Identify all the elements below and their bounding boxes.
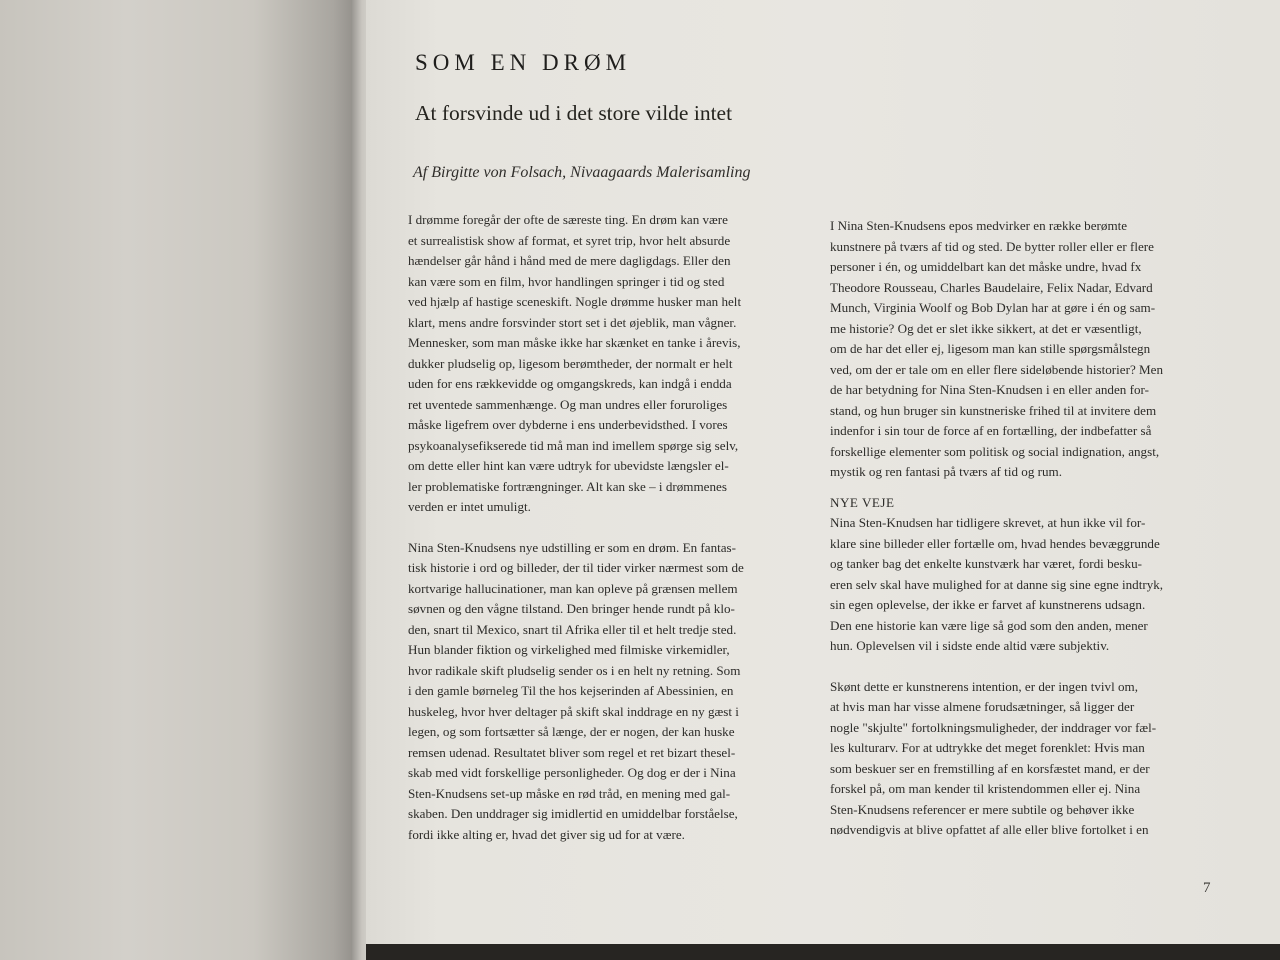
- text-line: I drømme foregår der ofte de særeste ting. En drøm kan være: [408, 212, 728, 227]
- text-line: hun. Oplevelsen vil i sidste ende altid være subjektiv.: [830, 638, 1110, 653]
- article-byline: Af Birgitte von Folsach, Nivaagaards Malerisamling: [413, 164, 751, 181]
- text-line: ler problematiske fortrængninger. Alt kan ske – i drømmenes: [408, 478, 727, 494]
- text-line: måske ligefrem over dybderne i ens underbevidsthed. I vores: [408, 417, 728, 432]
- text-line: verden er intet umuligt.: [408, 499, 531, 514]
- text-line: forskel på, om man kender til kristendommen eller ej. Nina: [830, 781, 1141, 796]
- text-line: Theodore Rousseau, Charles Baudelaire, Felix Nadar, Edvard: [830, 279, 1153, 295]
- text-line: klart, mens andre forsvinder stort set i det øjeblik, man vågner.: [408, 314, 737, 330]
- text-line: den, snart til Mexico, snart til Afrika eller til et helt tredje sted.: [408, 621, 737, 637]
- text-line: remsen udenad. Resultatet bliver som regel et ret bizart thesel-: [408, 744, 736, 760]
- text-line: om de har det eller ej, ligesom man kan stille spørgsmålstegn: [830, 341, 1151, 356]
- text-line: Sten-Knudsens set-up måske en rød tråd, en mening med gal-: [408, 785, 731, 801]
- text-line: psykoanalysefikserede tid må man ind imellem spørge sig selv,: [408, 437, 739, 453]
- text-line: uden for ens rækkevidde og omgangskreds, kan indgå i endda: [408, 376, 732, 391]
- right-text-column: [830, 216, 1214, 841]
- text-line: skab med vidt forskellige personligheder. Og dog er der i Nina: [408, 765, 736, 780]
- article-subtitle: At forsvinde ud i det store vilde intet: [415, 101, 733, 125]
- text-line: hændelser går hånd i hånd med de mere dagligdags. Eller den: [408, 253, 731, 268]
- text-line: Sten-Knudsens referencer er mere subtile og behøver ikke: [830, 801, 1135, 817]
- text-line: les kulturarv. For at udtrykke det meget forenklet: Hvis man: [830, 740, 1145, 755]
- text-line: kortvarige hallucinationer, man kan opleve på grænsen mellem: [408, 580, 738, 596]
- text-line: eren selv skal have mulighed for at danne sig sine egne indtryk,: [830, 576, 1164, 592]
- text-line: Nina Sten-Knudsen har tidligere skrevet, at hun ikke vil for-: [830, 515, 1146, 530]
- paragraph-gap: [830, 483, 1214, 493]
- left-page: [0, 0, 362, 960]
- text-line: Den ene historie kan være lige så god som den anden, mener: [830, 617, 1148, 633]
- text-line: stand, og hun bruger sin kunstneriske frihed til at invitere dem: [830, 402, 1157, 418]
- text-line: nogle "skjulte" fortolkningsmuligheder, der inddrager vor fæl-: [830, 719, 1157, 735]
- text-line: forskellige elementer som politisk og social indignation, angst,: [830, 443, 1160, 459]
- text-line: i den gamle børneleg Til the hos kejserinden af Abessinien, en: [408, 683, 734, 698]
- text-line: og tanker bag det enkelte kunstværk har været, fordi besku-: [830, 556, 1142, 571]
- section-heading: NYE VEJE: [830, 494, 895, 510]
- text-line: de har betydning for Nina Sten-Knudsen i en eller anden for-: [830, 382, 1149, 397]
- text-line: ret uventede sammenhænge. Og man undres eller foruroliges: [408, 396, 728, 412]
- text-line: dukker pludselig op, ligesom berømtheder, der normalt er helt: [408, 355, 733, 371]
- text-line: Skønt dette er kunstnerens intention, er der ingen tvivl om,: [830, 678, 1139, 694]
- text-line: et surrealistisk show af format, et syret trip, hvor helt absurde: [408, 232, 731, 248]
- text-line: om dette eller hint kan være udtryk for ubevidste længsler el-: [408, 458, 729, 473]
- text-line: at hvis man har visse almene forudsætninger, så ligger der: [830, 699, 1135, 714]
- text-line: personer i én, og umiddelbart kan det måske undre, hvad fx: [830, 259, 1142, 274]
- text-line: sin egen oplevelse, der ikke er farvet af kunstnerens udsagn.: [830, 597, 1146, 612]
- text-line: kan være som en film, hvor handlingen springer i tid og sted: [408, 273, 725, 289]
- text-line: hvor radikale skift pludselig sender os i en helt ny retning. Som: [408, 662, 741, 678]
- article-title: SOM EN DRØM: [415, 50, 632, 75]
- text-line: Mennesker, som man måske ikke har skænket en tanke i årevis,: [408, 335, 741, 350]
- text-line: nødvendigvis at blive opfattet af alle eller blive fortolket i en: [830, 822, 1149, 837]
- page-number: 7: [1203, 880, 1211, 896]
- text-line: søvnen og den vågne tilstand. Den bringer hende rundt på klo-: [408, 601, 735, 616]
- text-line: skaben. Den unddrager sig imidlertid en umiddelbar forståelse,: [408, 806, 738, 821]
- text-line: Hun blander fiktion og virkelighed med filmiske virkemidler,: [408, 642, 730, 657]
- text-line: ved, om der er tale om en eller flere sideløbende historier? Men: [830, 361, 1164, 377]
- text-line: ved hjælp af hastige sceneskift. Nogle drømme husker man helt: [408, 294, 742, 309]
- text-line: tisk historie i ord og billeder, der til tider virker nærmest som de: [408, 560, 744, 575]
- text-line: kunstnere på tværs af tid og sted. De bytter roller eller er flere: [830, 238, 1154, 254]
- text-line: legen, og som fortsætter så længe, der er nogen, der kan huske: [408, 724, 735, 739]
- text-line: fordi ikke alting er, hvad det giver sig ud for at være.: [408, 826, 685, 842]
- text-line: mystik og ren fantasi på tværs af tid og rum.: [830, 464, 1063, 479]
- text-line: I Nina Sten-Knudsens epos medvirker en række berømte: [830, 218, 1128, 233]
- text-line: Munch, Virginia Woolf og Bob Dylan har at gøre i én og sam-: [830, 300, 1156, 315]
- paragraph-gap: [830, 657, 1214, 677]
- text-line: som beskuer ser en fremstilling af en korsfæstet mand, er der: [830, 760, 1150, 776]
- left-text-column: [408, 210, 800, 845]
- text-line: klare sine billeder eller fortælle om, hvad hendes bevæggrunde: [830, 535, 1160, 551]
- text-line: me historie? Og det er slet ikke sikkert, at det er væsentligt,: [830, 320, 1142, 336]
- text-line: Nina Sten-Knudsens nye udstilling er som en drøm. En fantas-: [408, 539, 737, 555]
- text-line: indenfor i sin tour de force af en fortælling, der indbefatter så: [830, 423, 1152, 438]
- text-line: huskeleg, hvor hver deltager på skift skal inddrage en ny gæst i: [408, 703, 739, 719]
- book-bottom-edge: [366, 944, 1280, 960]
- paragraph-gap: [408, 518, 800, 538]
